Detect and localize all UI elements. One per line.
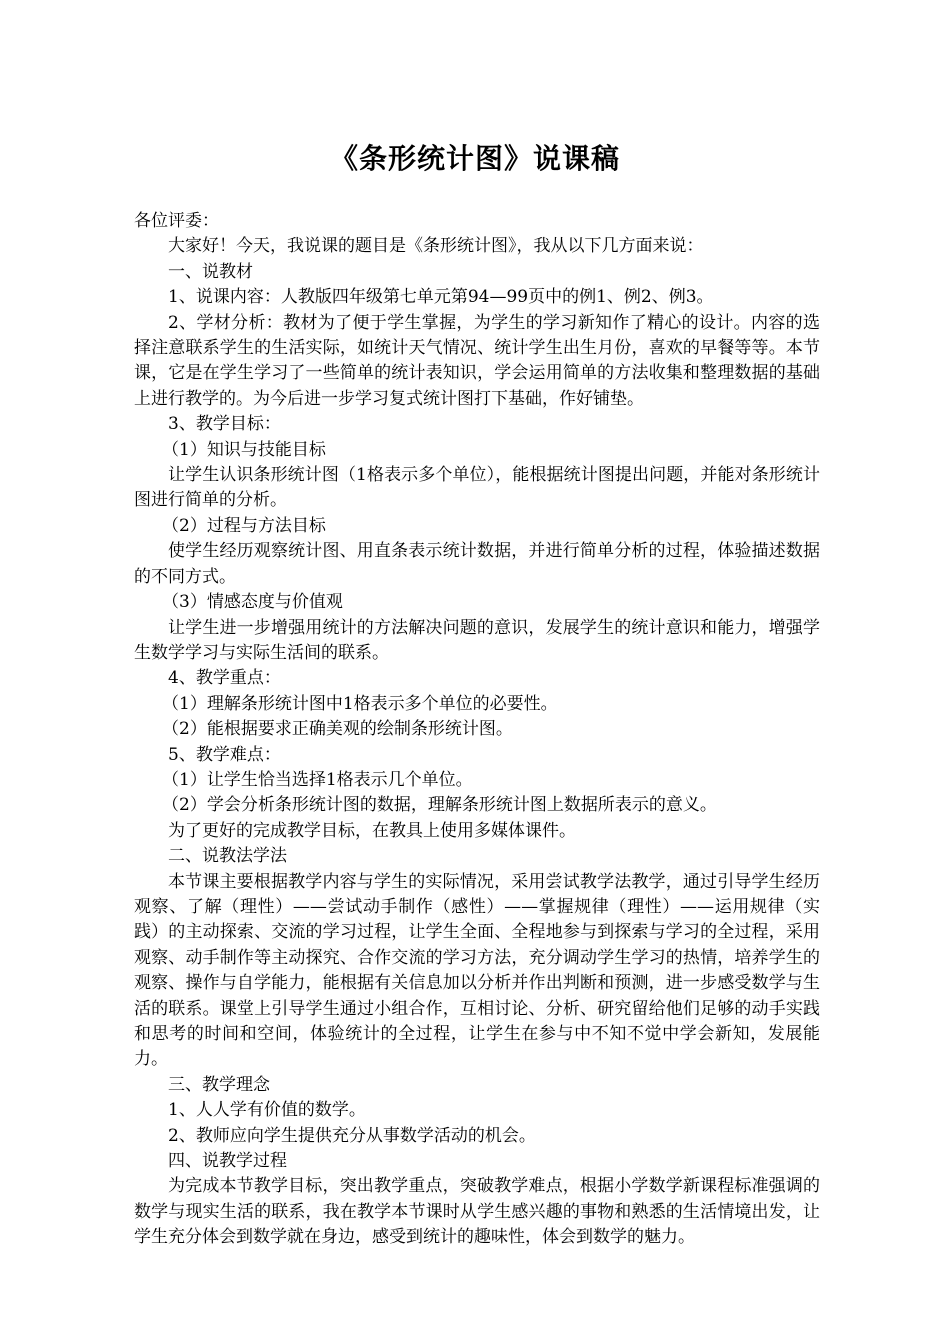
paragraph: （2）过程与方法目标 <box>162 515 326 536</box>
paragraph: 二、说教法学法 <box>168 846 287 867</box>
paragraph: 5、教学难点： <box>168 744 281 765</box>
paragraph: 3、教学目标： <box>168 414 281 435</box>
paragraph: （2）学会分析条形统计图的数据，理解条形统计图上数据所表示的意义。 <box>162 795 717 816</box>
paragraph: （1）让学生恰当选择1格表示几个单位。 <box>162 769 473 790</box>
paragraph: 2、学材分析：教材为了便于学生掌握，为学生的学习新知作了精心的设计。内容的选择注意联系学生的生活实际，如统计天气情况、统计学生出生月份，喜欢的早餐等等。本节课，它是在学生学习了一些简单的统计表知识，学会运用简单的方法收集和整理数据的基础上进行教学的。为今后进一步学习复式统计图打下基础，作好铺垫。 <box>134 312 820 409</box>
paragraph: 4、教学重点： <box>168 668 281 689</box>
paragraph: 让学生进一步增强用统计的方法解决问题的意识，发展学生的统计意识和能力，增强学生数学学习与实际生活间的联系。 <box>134 617 820 663</box>
paragraph: 四、说教学过程 <box>168 1151 287 1172</box>
paragraph: 各位评委： <box>134 211 219 231</box>
paragraph: 1、人人学有价值的数学。 <box>168 1100 366 1121</box>
paragraph: 大家好！今天，我说课的题目是《条形统计图》，我从以下几方面来说： <box>168 236 704 257</box>
paragraph: 1、说课内容：人教版四年级第七单元第94—99页中的例1、例2、例3。 <box>168 287 714 308</box>
paragraph: 使学生经历观察统计图、用直条表示统计数据，并进行简单分析的过程，体验描述数据的不同方式。 <box>134 541 820 587</box>
paragraph: （3）情感态度与价值观 <box>162 592 343 613</box>
paragraph: 为了更好的完成教学目标，在教具上使用多媒体课件。 <box>168 820 576 841</box>
document-body <box>134 209 820 1251</box>
paragraph: 为完成本节教学目标，突出教学重点，突破教学难点，根据小学数学新课程标准强调的数学与现实生活的联系，我在教学本节课时从学生感兴趣的事物和熟悉的生活情境出发，让学生充分体会到数学就在身边，感受到统计的趣味性，体会到数学的魅力。 <box>134 1176 820 1248</box>
paragraph: 本节课主要根据教学内容与学生的实际情况，采用尝试教学法教学，通过引导学生经历观察、了解（理性）——尝试动手制作（感性）——掌握规律（理性）——运用规律（实践）的主动探索、交流的学习过程，让学生全面、全程地参与到探索与学习的全过程，采用观察、动手制作等主动探究、合作交流的学习方法，充分调动学生学习的热情，培养学生的观察、操作与自学能力，能根据有关信息加以分析并作出判断和预测，进一步感受数学与生活的联系。课堂上引导学生通过小组合作，互相讨论、分析、研究留给他们足够的动手实践和思考的时间和空间，体验统计的全过程，让学生在参与中不知不觉中学会新知，发展能力。 <box>134 871 820 1070</box>
paragraph: 一、说教材 <box>168 261 253 282</box>
paragraph: （1）知识与技能目标 <box>162 439 326 460</box>
document-title: 《条形统计图》说课稿 <box>329 142 620 175</box>
paragraph: 三、教学理念 <box>168 1074 270 1095</box>
paragraph: （1）理解条形统计图中1格表示多个单位的必要性。 <box>162 693 558 714</box>
paragraph: （2）能根据要求正确美观的绘制条形统计图。 <box>162 719 513 740</box>
paragraph: 2、教师应向学生提供充分从事数学活动的机会。 <box>168 1125 536 1146</box>
paragraph: 让学生认识条形统计图（1格表示多个单位），能根据统计图提出问题，并能对条形统计图进行简单的分析。 <box>134 465 820 511</box>
